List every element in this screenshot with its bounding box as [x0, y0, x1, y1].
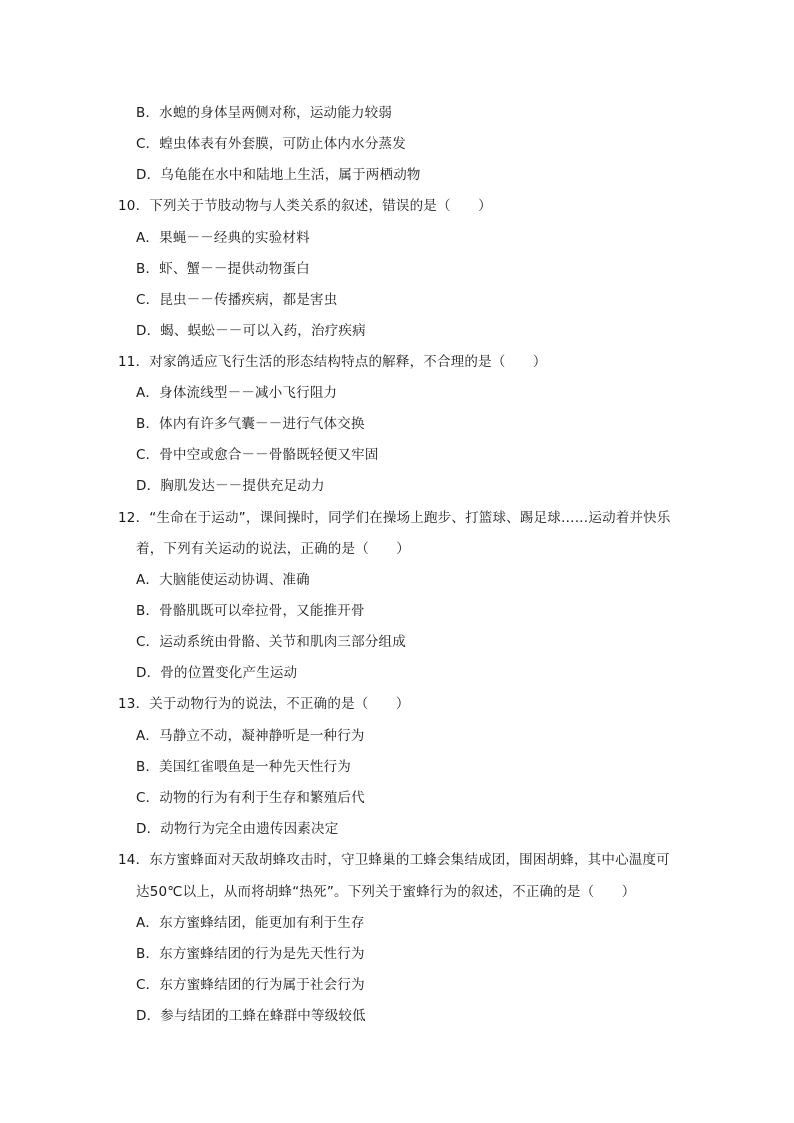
q10-stem: 10．下列关于节肢动物与人类关系的叙述，错误的是（ ）: [118, 198, 492, 214]
q10-option-c: C．昆虫－－传播疾病，都是害虫: [136, 292, 338, 308]
q13-option-c: C．动物的行为有利于生存和繁殖后代: [136, 790, 365, 806]
q12-option-d: D．骨的位置变化产生运动: [136, 665, 298, 681]
q11-option-b: B．体内有许多气囊－－进行气体交换: [136, 416, 365, 432]
q14-option-d: D．参与结团的工蜂在蜂群中等级较低: [136, 1008, 366, 1024]
q11-option-d: D．胸肌发达－－提供充足动力: [136, 478, 325, 494]
q14-option-c: C．东方蜜蜂结团的行为属于社会行为: [136, 977, 365, 993]
q12-option-a: A．大脑能使运动协调、准确: [136, 572, 310, 588]
q10-option-b: B．虾、蟹－－提供动物蛋白: [136, 261, 310, 277]
q12-stem-line2: 着，下列有关运动的说法，正确的是（ ）: [136, 541, 410, 557]
q14-option-b: B．东方蜜蜂结团的行为是先天性行为: [136, 946, 365, 962]
q11-option-c: C．骨中空或愈合－－骨骼既轻便又牢固: [136, 447, 379, 463]
q10-option-d: D．蝎、蜈蚣－－可以入药，治疗疾病: [136, 323, 366, 339]
q10-option-a: A．果蝇－－经典的实验材料: [136, 230, 310, 246]
q9-option-d: D．乌龟能在水中和陆地上生活，属于两栖动物: [136, 167, 421, 183]
q14-option-a: A．东方蜜蜂结团，能更加有利于生存: [136, 915, 365, 931]
q13-stem: 13．关于动物行为的说法，不正确的是（ ）: [118, 696, 410, 712]
q14-stem-line2: 达50℃以上，从而将胡蜂“热死”。下列关于蜜蜂行为的叙述，不正确的是（ ）: [136, 884, 636, 900]
q9-option-b: B．水螅的身体呈两侧对称，运动能力较弱: [136, 105, 393, 121]
q12-option-c: C．运动系统由骨骼、关节和肌肉三部分组成: [136, 634, 406, 650]
q13-option-b: B．美国红雀喂鱼是一种先天性行为: [136, 759, 351, 775]
q12-stem-line1: 12．“生命在于运动”，课间操时，同学们在操场上跑步、打篮球、踢足球……运动着并快乐: [118, 510, 671, 526]
q14-stem-line1: 14．东方蜜蜂面对天敌胡蜂攻击时，守卫蜂巢的工蜂会集结成团，围困胡蜂，其中心温度可: [118, 852, 670, 868]
q9-option-c: C．蝗虫体表有外套膜，可防止体内水分蒸发: [136, 136, 406, 152]
q11-option-a: A．身体流线型－－减小飞行阻力: [136, 385, 338, 401]
q13-option-a: A．马静立不动，凝神静听是一种行为: [136, 728, 365, 744]
q13-option-d: D．动物行为完全由遗传因素决定: [136, 821, 339, 837]
q12-option-b: B．骨骼肌既可以牵拉骨，又能推开骨: [136, 603, 365, 619]
q11-stem: 11．对家鸽适应飞行生活的形态结构特点的解释，不合理的是（ ）: [118, 354, 547, 370]
